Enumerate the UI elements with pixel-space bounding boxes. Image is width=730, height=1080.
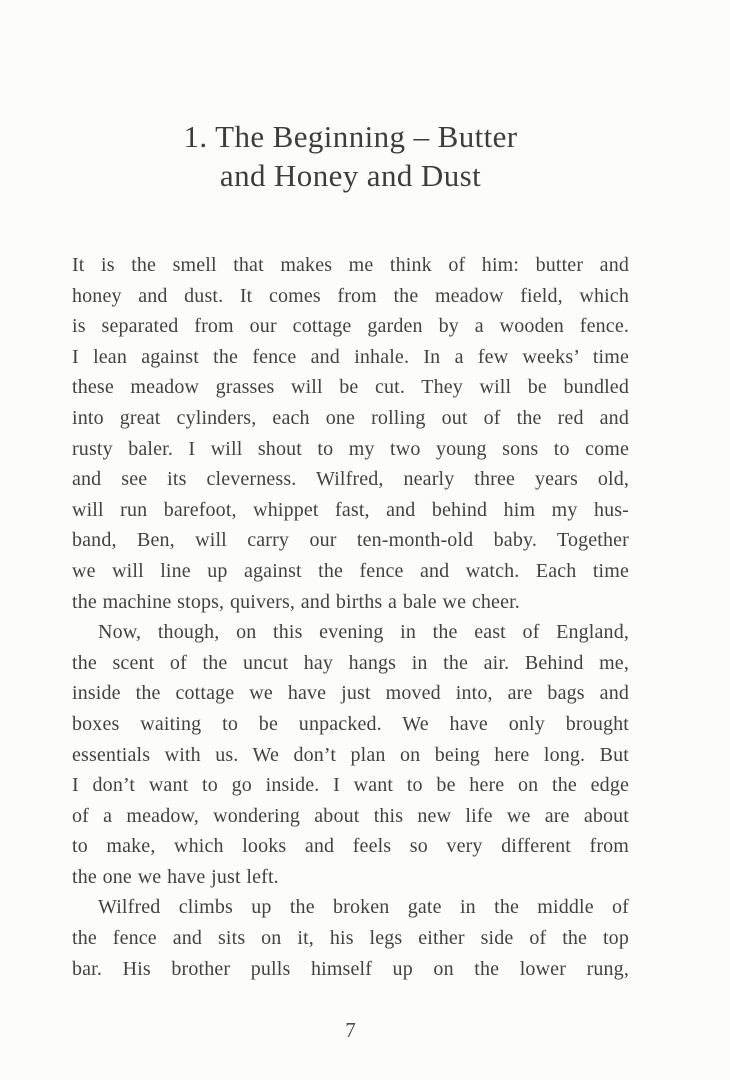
text-line: Now, though, on this evening in the east of England, xyxy=(98,621,629,644)
text-line: the one we have just left. xyxy=(72,865,279,888)
paragraph xyxy=(72,250,629,617)
text-line: we will line up against the fence and watch. Each time xyxy=(72,559,629,582)
text-line: to make, which looks and feels so very different from xyxy=(72,835,629,858)
text-line: Wilfred climbs up the broken gate in the middle of xyxy=(98,896,629,919)
text-line: I don’t want to go inside. I want to be here on the edge xyxy=(72,774,629,797)
text-line: the machine stops, quivers, and births a bale we cheer. xyxy=(72,590,520,613)
text-line: the fence and sits on it, his legs either side of the top xyxy=(72,927,629,950)
text-line: It is the smell that makes me think of him: butter and xyxy=(72,254,629,276)
chapter-heading-line-2: and Honey and Dust xyxy=(219,158,482,193)
text-line: honey and dust. It comes from the meadow field, which xyxy=(72,284,629,307)
text-line: rusty baler. I will shout to my two young sons to come xyxy=(72,437,629,460)
text-line: essentials with us. We don’t plan on being here long. But xyxy=(72,743,629,766)
text-line: and see its cleverness. Wilfred, nearly three years old, xyxy=(72,468,629,491)
text-line: into great cylinders, each one rolling out of the red and xyxy=(72,406,629,429)
paragraph xyxy=(72,892,629,984)
text-line: of a meadow, wondering about this new life we are about xyxy=(72,804,629,827)
chapter-heading-line-1: 1. The Beginning – Butter xyxy=(183,119,518,154)
text-line: these meadow grasses will be cut. They will be bundled xyxy=(72,376,629,399)
text-line: the scent of the uncut hay hangs in the air. Behind me, xyxy=(72,651,629,674)
text-line: is separated from our cottage garden by a wooden fence. xyxy=(72,315,629,338)
text-line: will run barefoot, whippet fast, and behind him my hus- xyxy=(72,498,629,521)
text-line: boxes waiting to be unpacked. We have only brought xyxy=(72,712,629,735)
page-number: 7 xyxy=(345,1018,356,1042)
text-line: bar. His brother pulls himself up on the lower rung, xyxy=(72,957,629,980)
body-text xyxy=(72,250,629,984)
chapter-heading xyxy=(72,117,629,195)
text-line: band, Ben, will carry our ten-month-old baby. Together xyxy=(72,529,629,552)
text-line: I lean against the fence and inhale. In a few weeks’ time xyxy=(72,345,629,368)
paragraph xyxy=(72,617,629,892)
text-line: inside the cottage we have just moved into, are bags and xyxy=(72,682,629,705)
